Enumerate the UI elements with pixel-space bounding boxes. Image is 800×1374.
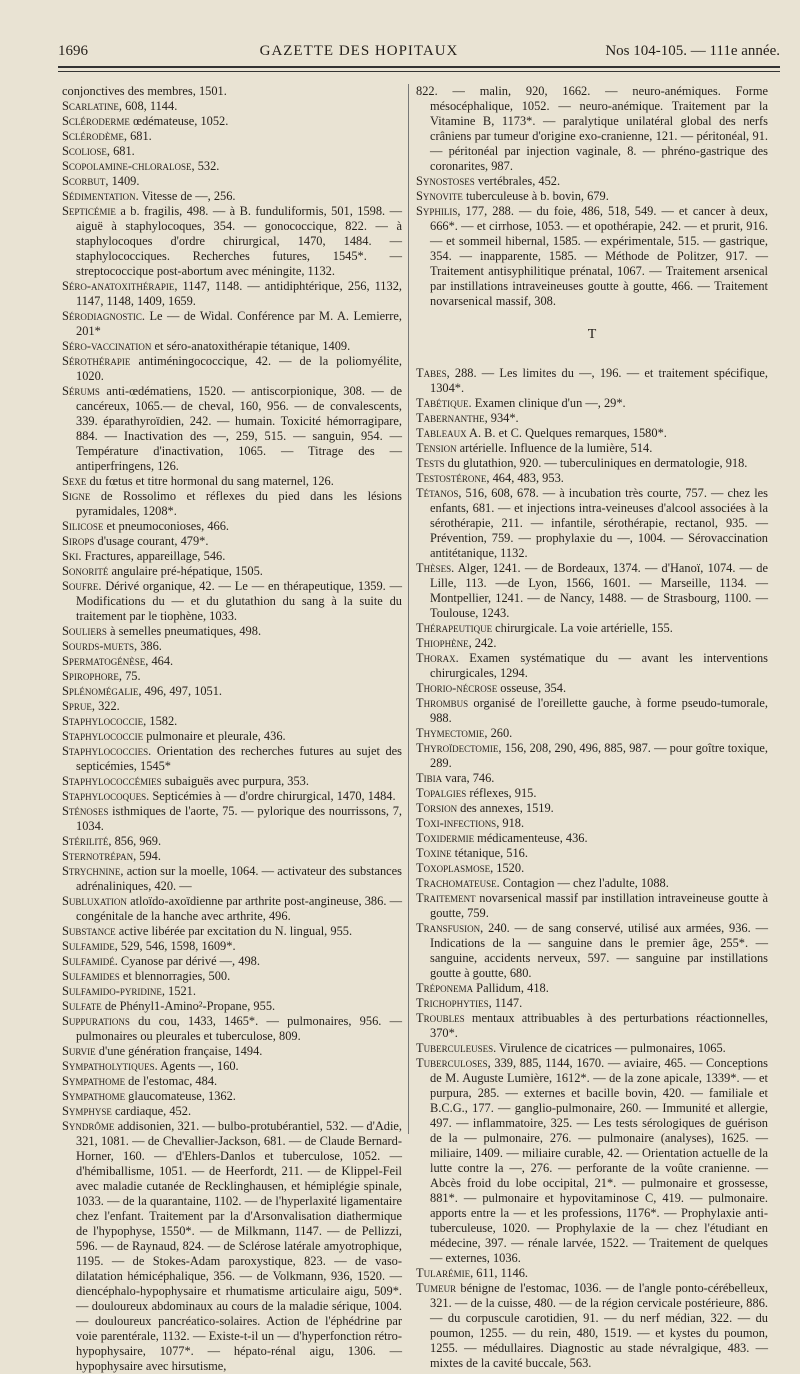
entry-headword: Soufre.: [62, 579, 102, 593]
entry-text: 177, 288. — du foie, 486, 518, 549. — et cancer à deux, 666*. — et cirrhose, 1053. — et opothérapie, 242. — et prurit, 916. — et sommeil hibernal, 1585. — expérimentale, 515. — gastrique, 354. — inapparente, 1585. — Méthode de Politzer, 917. — Traitement antisyphilitique prénatal, 1067. — Traitement arsenical par instillations intraveineuses goutte à goutte, 466. — Traitement novarsenical massif, 308.: [430, 204, 768, 308]
entry-headword: Toxidermie: [416, 831, 475, 845]
entry-text: 516, 608, 678. — à incubation très courte, 757. — chez les enfants, 681. — et injections intra-veineuses d'alcool associées à la sérothérapie, 211. — infantile, sérothérapie, rectanol, 935. — Prévention, 759. — prophylaxie du —, 1004. — Sérovaccination antitétanique, 1132.: [430, 486, 768, 560]
entry-headword: Sténoses: [62, 804, 109, 818]
entry-headword: Tumeur: [416, 1281, 457, 1295]
entry-text: addisonien, 321. — bulbo-protubérantiel, 532. — d'Adie, 321, 1081. — de Chevallier-Jackson, 681. — de Claude Bernard-Horner, 160. — d'Ehlers-Danlos et tuberculose, 1052. — d'hémiballisme, 1051. — de Heerfordt, 211. — de Klippel-Feil avec maladie cutanée de Recklinghausen, et hémiplégie spinale, 1033. — de la quarantaine, 1102. — de l'hyperlaxité ligamentaire chez l'enfant. Traitement par la d'Arsonvalisation diathermique de l'hypophyse, 1550*. — de Milkmann, 1147. — de Pellizzi, 596. — de Raynaud, 824. — de Sclérose latérale amyotrophique, 1195. — de Stokes-Adam paroxystique, 823. — de vaso-dilatation hémicéphalique, 356. — de Volkmann, 936, 1520. — diencéphalo-hypophysaire et rhumatisme articulaire aigu, 509*. — douloureux abdominaux au cours de la maladie sérique, 1004. — douloureux pancréatico-solaires. Action de l'éphédrine par voie parentérale, 1132. — Existe-t-il un — d'hyperfonction rétro-hypophysaire, 1077*. — hépato-rénal aigu, 1306. — hypophysaire avec hirsutisme,: [76, 1119, 402, 1373]
index-entry: [416, 816, 768, 831]
index-entry: [62, 924, 402, 939]
entry-text: mentaux attribuables à des perturbations réactionnelles, 370*.: [430, 1011, 768, 1040]
index-entry: [62, 804, 402, 834]
entry-text: Le — de Widal. Conférence par M. A. Lemierre, 201*: [76, 309, 402, 338]
entry-text: Examen systématique du — avant les interventions chirurgicales, 1294.: [430, 651, 768, 680]
index-entry: [62, 534, 402, 549]
entry-headword: Sérothérapie: [62, 354, 131, 368]
index-entry: [62, 489, 402, 519]
entry-text: vertébrales, 452.: [474, 174, 561, 188]
right-entries-top: [416, 84, 768, 309]
entry-text: 75.: [122, 669, 141, 683]
index-entry: [62, 579, 402, 624]
index-entry: [62, 204, 402, 279]
index-entry: [62, 684, 402, 699]
entry-headword: Sulfamidé.: [62, 954, 118, 968]
entry-headword: Testostérone,: [416, 471, 490, 485]
entry-headword: Thèses.: [416, 561, 455, 575]
entry-headword: Sulfamides: [62, 969, 120, 983]
index-entry: [62, 729, 402, 744]
entry-text: 611, 1146.: [473, 1266, 529, 1280]
entry-text: Orientation des recherches futures au sujet des septicémies, 1545*: [76, 744, 402, 773]
index-entry: [416, 1011, 768, 1041]
entry-text: Virulence de cicatrices — pulmonaires, 1065.: [496, 1041, 726, 1055]
index-entry: [416, 801, 768, 816]
index-entry: [62, 84, 402, 99]
entry-text: tuberculeuse à b. bovin, 679.: [462, 189, 609, 203]
entry-headword: Thérapeutique: [416, 621, 493, 635]
header-rule-thin: [58, 71, 780, 72]
entry-text: 681.: [110, 144, 135, 158]
entry-headword: Staphylococcémies: [62, 774, 162, 788]
entry-text: a b. fragilis, 498. — à B. funduliformis, 501, 1598. — aiguë à staphylocoques, 354. — gonococcique, 822. — à staphylocoques d'ordre chirurgical, 1470, 1484. — staphylococciques. Recherches futures, 1545*. — streptococcique post-abortum avec méningite, 1132.: [76, 204, 402, 278]
entry-text: 1521.: [164, 984, 196, 998]
entry-headword: Toxi-infections,: [416, 816, 500, 830]
entry-headword: Synovite: [416, 189, 463, 203]
entry-text: 322.: [95, 699, 120, 713]
index-entry: [416, 411, 768, 426]
right-entries-bottom: [416, 366, 768, 1371]
entry-headword: Tularémie,: [416, 1266, 474, 1280]
index-entry: [62, 384, 402, 474]
column-divider: [408, 84, 409, 1134]
entry-text: subaiguës avec purpura, 353.: [161, 774, 309, 788]
index-entry: [62, 549, 402, 564]
entry-text: 1147.: [491, 996, 523, 1010]
index-entry: [416, 681, 768, 696]
entry-headword: Survie: [62, 1044, 96, 1058]
entry-text: 339, 885, 1144, 1670. — aviaire, 465. — Conceptions de M. Auguste Lumière, 1612*. — de la zone apicale, 1339*. — et purpura, 285. — externes et bacille bovin, 420. — familiale et B.C.G., 177. — ganglio-pulmonaire, 260. — Immunité et allergie, 497. — inflammatoire, 325. — Les tests sérologiques de guérison de la — pulmonaire, 276. — pulmonaire (analyses), 1625. — miliaire, 1409. — miliaire curable, 42. — Orientation actuelle de la lutte contre la —, 276. — perforante de la voûte cranienne. — Abcès froid du lobe occipital, 21*. — pulmonaire et grossesse, 881*. — pulmonaire et hypovitaminose C, 419. — pulmonaire. apports entre la — et les professions, 1176*. — Prophylaxie anti-tuberculeuse, 1020. — Prophylaxie de la — chez l'étudiant en médecine, 397. — rénale larvée, 1522. — Traitement de quelques — externes, 1036.: [430, 1056, 768, 1265]
index-entry: [62, 279, 402, 309]
index-entry: [416, 396, 768, 411]
index-entry: [62, 834, 402, 849]
entry-headword: Troubles: [416, 1011, 465, 1025]
entry-text: 529, 546, 1598, 1609*.: [117, 939, 236, 953]
index-entry: [62, 969, 402, 984]
section-letter: T: [587, 327, 597, 342]
entry-headword: Staphylococcie,: [62, 714, 147, 728]
entry-text: 934*.: [487, 411, 519, 425]
index-entry: [416, 486, 768, 561]
index-entry: [416, 426, 768, 441]
index-entry: [416, 921, 768, 981]
entry-headword: Tétanos,: [416, 486, 462, 500]
entry-text: 260.: [487, 726, 513, 740]
entry-headword: Sirops: [62, 534, 95, 548]
index-entry: [62, 864, 402, 894]
index-entry: [416, 471, 768, 486]
index-entry: [62, 144, 402, 159]
entry-text: Vitesse de —, 256.: [138, 189, 236, 203]
entry-headword: Sexe: [62, 474, 87, 488]
entry-text: 464.: [148, 654, 174, 668]
entry-headword: Strychnine,: [62, 864, 124, 878]
index-entry: [416, 1266, 768, 1281]
entry-headword: Tuberculoses,: [416, 1056, 491, 1070]
entry-text: Alger, 1241. — de Bordeaux, 1374. — d'Hanoï, 1074. — de Lille, 113. —de Lyon, 1566, 1601. — Marseille, 1134. — Montpellier, 1241. — de Nancy, 1488. — de Strasbourg, 1100. — Toulouse, 1243.: [430, 561, 768, 620]
entry-text: d'usage courant, 479*.: [94, 534, 209, 548]
entry-text: 240. — de sang conservé, utilisé aux armées, 936. — Indications de la — sanguine dans le premier âge, 255*. — sanguine, accidents nerveux, 597. — sanguine par instillations goutte à goutte, 680.: [430, 921, 768, 980]
index-entry: [62, 1104, 402, 1119]
left-column: [62, 84, 402, 1373]
entry-text: du glutathion, 920. — tuberculiniques en dermatologie, 918.: [444, 456, 748, 470]
entry-text: atloïdo-axoïdienne par arthrite post-angineuse, 386. — congénitale de la hanche avec arthrite, 496.: [76, 894, 402, 923]
entry-headword: Syndrôme: [62, 1119, 115, 1133]
index-entry: [62, 744, 402, 774]
entry-text: réflexes, 915.: [466, 786, 537, 800]
entry-headword: Sérodiagnostic.: [62, 309, 145, 323]
entry-text: 594.: [136, 849, 161, 863]
entry-text: vara, 746.: [442, 771, 495, 785]
index-entry: [62, 849, 402, 864]
entry-text: de Rossolimo et réflexes du pied dans les lésions pyramidales, 1208*.: [76, 489, 402, 518]
entry-text: 918.: [499, 816, 525, 830]
index-entry: [62, 954, 402, 969]
index-entry: [62, 1074, 402, 1089]
entry-headword: Sympatholytiques.: [62, 1059, 158, 1073]
entry-text: angulaire pré-hépatique, 1505.: [108, 564, 263, 578]
entry-headword: Toxine: [416, 846, 452, 860]
entry-headword: Tibia: [416, 771, 443, 785]
index-entry: [416, 1041, 768, 1056]
index-entry: [416, 771, 768, 786]
entry-text: 681.: [127, 129, 152, 143]
index-entry: [416, 621, 768, 636]
entry-text: Dérivé organique, 42. — Le — en thérapeutique, 1359. — Modifications du — et du glutathion du sang à la suite du traitement par le tiophène, 1033.: [76, 579, 402, 623]
entry-text: antiméningococcique, 42. — de la poliomyélite, 1020.: [76, 354, 402, 383]
entry-text: novarsenical massif par instillation intraveineuse goutte à goutte, 759.: [430, 891, 768, 920]
index-entry: [62, 339, 402, 354]
entry-headword: Trichophyties,: [416, 996, 492, 1010]
entry-headword: Syphilis,: [416, 204, 461, 218]
entry-text: isthmiques de l'aorte, 75. — pylorique des nourrissons, 7, 1034.: [76, 804, 402, 833]
page-number: 1696: [58, 42, 88, 59]
entry-text: 386.: [137, 639, 162, 653]
entry-headword: Synostoses: [416, 174, 475, 188]
index-entry: [62, 789, 402, 804]
entry-text: conjonctives des membres, 1501.: [62, 84, 227, 98]
entry-headword: Sclérodème,: [62, 129, 127, 143]
index-entry: [62, 354, 402, 384]
index-entry: [62, 624, 402, 639]
entry-text: pulmonaire et pleurale, 436.: [143, 729, 286, 743]
entry-headword: Scopolamine-chloralose,: [62, 159, 195, 173]
index-entry: [62, 99, 402, 114]
entry-headword: Sulfamide,: [62, 939, 118, 953]
entry-headword: Tabes,: [416, 366, 450, 380]
index-entry: [62, 1119, 402, 1374]
index-entry: [416, 651, 768, 681]
entry-text: du cou, 1433, 1465*. — pulmonaires, 956. — pulmonaires ou pleurales et tuberculose, 809.: [76, 1014, 402, 1043]
index-entry: [62, 669, 402, 684]
entry-headword: Substance: [62, 924, 116, 938]
index-entry: [62, 114, 402, 129]
index-entry: [416, 189, 768, 204]
index-entry: [62, 129, 402, 144]
entry-text: 1147, 1148. — antidiphtérique, 256, 1132, 1147, 1148, 1409, 1659.: [76, 279, 402, 308]
index-entry: [416, 561, 768, 621]
entry-text: glaucomateuse, 1362.: [125, 1089, 236, 1103]
index-entry: [62, 699, 402, 714]
entry-text: chirurgicale. La voie artérielle, 155.: [492, 621, 673, 635]
index-entry: [62, 999, 402, 1014]
index-entry: [62, 1014, 402, 1044]
entry-headword: Suppurations: [62, 1014, 130, 1028]
entry-text: anti-œdématiens, 1520. — antiscorpionique, 308. — de cancéreux, 1065.— de cheval, 160, 956. — de convalescents, 339. éparathyroïdien, 242. — humain. Toxicité hémorragipare, 884. — Inactivation des —, 259, 515. — sanguin, 954. — Température d'inactivation, 1065. — Titrage des — antiperfringens, 126.: [76, 384, 402, 473]
entry-text: d'une génération française, 1494.: [95, 1044, 263, 1058]
entry-text: Examen clinique d'un —, 29*.: [471, 396, 626, 410]
issue-info: Nos 104-105. — 111e année.: [605, 42, 780, 59]
entry-text: du fœtus et titre hormonal du sang maternel, 126.: [86, 474, 334, 488]
index-entry: [62, 159, 402, 174]
index-entry: [62, 309, 402, 339]
index-entry: [416, 456, 768, 471]
index-entry: [62, 894, 402, 924]
entry-text: bénigne de l'estomac, 1036. — de l'angle ponto-cérébelleux, 321. — de la cuisse, 480. — de la région cervicale postérieure, 886. — du corpuscule carotidien, 91. — du nerf médian, 322. — du poumon, 1255. — du rein, 480, 1519. — et kystes du poumon, 1255. — médullaires. Diagnostic au stade névralgique, 483. — mixtes de la cavité buccale, 563.: [430, 1281, 768, 1370]
entry-text: Agents —, 160.: [157, 1059, 239, 1073]
entry-text: et pneumoconioses, 466.: [103, 519, 229, 533]
entry-text: à semelles pneumatiques, 498.: [106, 624, 262, 638]
index-entry: [416, 741, 768, 771]
entry-text: Contagion — chez l'adulte, 1088.: [499, 876, 669, 890]
entry-headword: Sérums: [62, 384, 100, 398]
entry-headword: Septicémie: [62, 204, 116, 218]
entry-headword: Symphyse: [62, 1104, 112, 1118]
entry-headword: Scarlatine,: [62, 99, 122, 113]
index-entry: [416, 84, 768, 174]
entry-text: Pallidum, 418.: [473, 981, 549, 995]
entry-text: active libérée par excitation du N. lingual, 955.: [115, 924, 353, 938]
entry-headword: Thorax.: [416, 651, 459, 665]
entry-text: A. B. et C. Quelques remarques, 1580*.: [466, 426, 667, 440]
entry-text: 532.: [194, 159, 220, 173]
entry-text: 242.: [471, 636, 497, 650]
index-entry: [62, 1059, 402, 1074]
index-entry: [62, 1044, 402, 1059]
index-entry: [62, 519, 402, 534]
index-entry: [416, 876, 768, 891]
index-entry: [416, 861, 768, 876]
entry-headword: Sternotrépan,: [62, 849, 137, 863]
entry-headword: Tuberculeuses.: [416, 1041, 497, 1055]
index-entry: [416, 696, 768, 726]
entry-text: 1409.: [108, 174, 140, 188]
index-entry: [416, 366, 768, 396]
entry-text: médicamenteuse, 436.: [474, 831, 588, 845]
right-column: [416, 84, 768, 1370]
entry-headword: Sonorité: [62, 564, 109, 578]
index-entry: [416, 441, 768, 456]
entry-headword: Sympathome: [62, 1074, 126, 1088]
index-entry: [416, 996, 768, 1011]
entry-headword: Scléroderme: [62, 114, 130, 128]
index-entry: [62, 189, 402, 204]
entry-headword: Tréponema: [416, 981, 474, 995]
entry-headword: Scoliose,: [62, 144, 110, 158]
index-entry: [62, 939, 402, 954]
index-entry: [416, 726, 768, 741]
entry-headword: Souliers: [62, 624, 107, 638]
entry-text: Fractures, appareillage, 546.: [81, 549, 226, 563]
index-entry: [62, 474, 402, 489]
entry-headword: Séro-vaccination: [62, 339, 152, 353]
index-entry: [62, 564, 402, 579]
entry-headword: Traitement: [416, 891, 476, 905]
entry-headword: Spirophore,: [62, 669, 122, 683]
entry-headword: Sulfate: [62, 999, 102, 1013]
entry-headword: Thiophène,: [416, 636, 472, 650]
entry-headword: Séro-anatoxithérapie,: [62, 279, 178, 293]
index-entry: [416, 831, 768, 846]
entry-text: cardiaque, 452.: [111, 1104, 192, 1118]
index-entry: [416, 636, 768, 651]
entry-headword: Sprue,: [62, 699, 95, 713]
entry-headword: Thyroïdectomie,: [416, 741, 502, 755]
entry-headword: Sourds-muets,: [62, 639, 138, 653]
entry-headword: Silicose: [62, 519, 104, 533]
entry-text: osseuse, 354.: [497, 681, 567, 695]
index-entry: [416, 1056, 768, 1266]
entry-text: 464, 483, 953.: [489, 471, 564, 485]
entry-headword: Stérilité,: [62, 834, 112, 848]
index-entry: [416, 846, 768, 861]
entry-text: action sur la moelle, 1064. — activateur des substances adrénaliniques, 420. —: [76, 864, 402, 893]
entry-text: et blennorragies, 500.: [119, 969, 231, 983]
index-entry: [62, 714, 402, 729]
index-entry: [416, 1281, 768, 1371]
index-entry: [416, 981, 768, 996]
entry-text: tétanique, 516.: [451, 846, 528, 860]
entry-headword: Spermatogénèse,: [62, 654, 149, 668]
entry-headword: Tableaux: [416, 426, 467, 440]
index-entry: [62, 774, 402, 789]
entry-headword: Sédimentation.: [62, 189, 139, 203]
entry-text: 822. — malin, 920, 1662. — neuro-anémiques. Forme mésocéphalique, 1052. — neuro-anémique. Traitement par la Vitamine B, 1173*. — paralytique unilatéral global des nerfs crâniens par tumeur d'origine exo-cranienne, 121. — péritonéal, 91. — péritonéal par injection vaginale, 8. — phréno-gastrique des coronarites, 987.: [416, 84, 768, 173]
index-entry: [416, 786, 768, 801]
entry-headword: Ski.: [62, 549, 82, 563]
entry-text: de l'estomac, 484.: [125, 1074, 218, 1088]
index-entry: [62, 174, 402, 189]
entry-text: 608, 1144.: [122, 99, 178, 113]
index-entry: [62, 639, 402, 654]
entry-headword: Trachomateuse.: [416, 876, 500, 890]
entry-text: 496, 497, 1051.: [141, 684, 223, 698]
entry-text: 1520.: [493, 861, 525, 875]
entry-headword: Torsion: [416, 801, 458, 815]
entry-headword: Thymectomie,: [416, 726, 488, 740]
entry-headword: Staphylococcies.: [62, 744, 152, 758]
entry-text: organisé de l'oreillette gauche, à forme pseudo-tumorale, 988.: [430, 696, 768, 725]
entry-text: artérielle. Influence de la lumière, 514.: [456, 441, 653, 455]
index-entry: [416, 174, 768, 189]
entry-headword: Tabétique.: [416, 396, 472, 410]
entry-text: 856, 969.: [111, 834, 162, 848]
entry-headword: Toxoplasmose,: [416, 861, 494, 875]
entry-headword: Sulfamido-pyridine,: [62, 984, 165, 998]
entry-headword: Subluxation: [62, 894, 127, 908]
index-entry: [62, 654, 402, 669]
index-entry: [62, 984, 402, 999]
entry-headword: Scorbut,: [62, 174, 109, 188]
index-entry: [416, 204, 768, 309]
entry-headword: Transfusion,: [416, 921, 484, 935]
page-header: [58, 38, 780, 64]
entry-headword: Signe: [62, 489, 91, 503]
entry-text: 288. — Les limites du —, 196. — et traitement spécifique, 1304*.: [430, 366, 768, 395]
index-entry: [416, 891, 768, 921]
entry-text: de Phényl1-Amino²-Propane, 955.: [101, 999, 276, 1013]
entry-headword: Thorio-nécrose: [416, 681, 498, 695]
entry-text: œdémateuse, 1052.: [129, 114, 229, 128]
entry-text: Cyanose par dérivé —, 498.: [117, 954, 260, 968]
journal-title: GAZETTE DES HOPITAUX: [259, 42, 459, 59]
entry-text: Septicémies à — d'ordre chirurgical, 1470, 1484.: [149, 789, 396, 803]
entry-text: et séro-anatoxithérapie tétanique, 1409.: [151, 339, 351, 353]
entry-headword: Thrombus: [416, 696, 469, 710]
entry-text: 156, 208, 290, 496, 885, 987. — pour goître toxique, 289.: [430, 741, 768, 770]
entry-headword: Staphylococcie: [62, 729, 144, 743]
entry-headword: Tabernanthe,: [416, 411, 488, 425]
entry-headword: Tension: [416, 441, 457, 455]
entry-text: 1582.: [146, 714, 178, 728]
entry-headword: Staphylocoques.: [62, 789, 150, 803]
entry-headword: Tests: [416, 456, 445, 470]
entry-headword: Topalgies: [416, 786, 467, 800]
header-rule: [58, 66, 780, 68]
entry-headword: Sympathome: [62, 1089, 126, 1103]
index-entry: [62, 1089, 402, 1104]
entry-headword: Splénomégalie,: [62, 684, 142, 698]
entry-text: des annexes, 1519.: [457, 801, 554, 815]
